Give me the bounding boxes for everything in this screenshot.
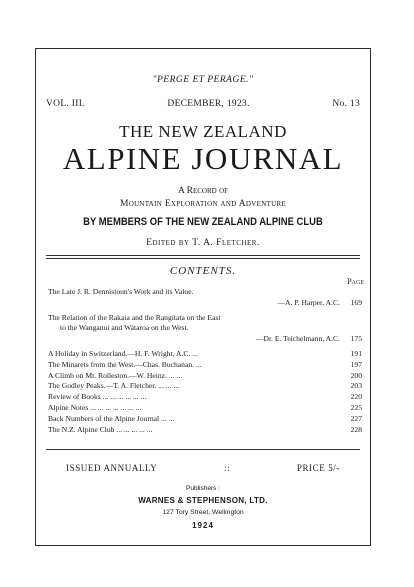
entry-title: Review of Books ... ... ... ... ... ...	[48, 392, 147, 402]
entry-page: 169	[350, 297, 362, 307]
entry-page: 220	[350, 392, 362, 402]
list-item	[48, 349, 362, 360]
subtitle-line-1: A Record of	[177, 186, 229, 196]
entry-page: 227	[350, 413, 362, 423]
contents-list	[48, 287, 362, 435]
list-item	[48, 414, 362, 425]
list-item	[48, 313, 362, 345]
price: PRICE 5/-	[296, 463, 340, 473]
journal-title: ALPINE JOURNAL	[62, 141, 344, 176]
entry-page: 225	[350, 402, 362, 412]
issue-date: DECEMBER, 1923.	[167, 99, 250, 109]
entry-title: The Relation of the Rakaia and the Rangitata on the East	[48, 312, 221, 322]
members-line: BY MEMBERS OF THE NEW ZEALAND ALPINE CLUB	[83, 216, 323, 228]
publisher-address: 127 Tory Street, Wellington	[162, 509, 244, 516]
entry-title-cont: to the Wanganui and Wataroa on the West.	[60, 323, 189, 333]
volume-line	[46, 99, 360, 109]
rule-top-2	[46, 258, 360, 259]
title-line-1: THE NEW ZEALAND	[119, 122, 287, 141]
publisher-name: WARNES & STEPHENSON, LTD.	[138, 496, 268, 505]
publishers-label: Publishers :	[186, 485, 220, 492]
page-column-label: Page	[347, 277, 364, 286]
entry-title: The Late J. R. Dennistoun's Work and its Value.	[48, 287, 194, 296]
entry-title: The Godley Peaks.—T. A. Fletcher. ... ... ...	[48, 381, 180, 391]
contents-heading: CONTENTS.	[169, 265, 237, 277]
list-item	[48, 403, 362, 414]
entry-author: —Dr. E. Teichelmann, A.C.	[255, 334, 340, 344]
list-item	[48, 425, 362, 436]
separator: ::	[224, 463, 231, 473]
entry-page: 197	[350, 359, 362, 369]
entry-title: The Minarets from the West.—Chas. Buchanan. ...	[48, 359, 202, 369]
list-item	[48, 392, 362, 403]
entry-page: 203	[350, 381, 362, 391]
entry-title: Alpine Notes ... ... ... ... ... ... ...	[48, 402, 142, 412]
entry-title: The N.Z. Alpine Club ... ... ... ... ...	[48, 424, 153, 434]
volume-number: VOL. III.	[46, 99, 85, 109]
issued-annually: ISSUED ANNUALLY	[66, 463, 158, 473]
entry-page: 191	[350, 348, 362, 358]
rule-bottom	[46, 449, 360, 450]
entry-title: Back Numbers of the Alpine Journal ... ...	[48, 413, 175, 423]
rule-top-1	[46, 255, 360, 256]
entry-page: 228	[350, 424, 362, 434]
motto: "PERGE ET PERAGE."	[152, 75, 254, 85]
entry-page: 200	[350, 370, 362, 380]
subtitle-line-2: Mountain Exploration and Adventure	[119, 199, 287, 209]
list-item	[48, 360, 362, 371]
list-item	[48, 381, 362, 392]
entry-author: —A. P. Harper, A.C.	[277, 297, 340, 307]
issue-number: No. 13	[332, 99, 360, 109]
entry-title: A Climb on Mt. Rolleston.—W. Heinz. ... ...	[48, 370, 183, 380]
editor-line: Edited by T. A. Fletcher.	[146, 238, 260, 248]
list-item	[48, 287, 362, 309]
issue-info	[66, 463, 340, 473]
cover-frame	[35, 48, 371, 546]
publication-year: 1924	[192, 521, 214, 530]
list-item	[48, 371, 362, 382]
entry-page: 175	[350, 334, 362, 344]
entry-title: A Holiday in Switzerland.—H. F. Wright, A.C. ...	[48, 348, 198, 358]
